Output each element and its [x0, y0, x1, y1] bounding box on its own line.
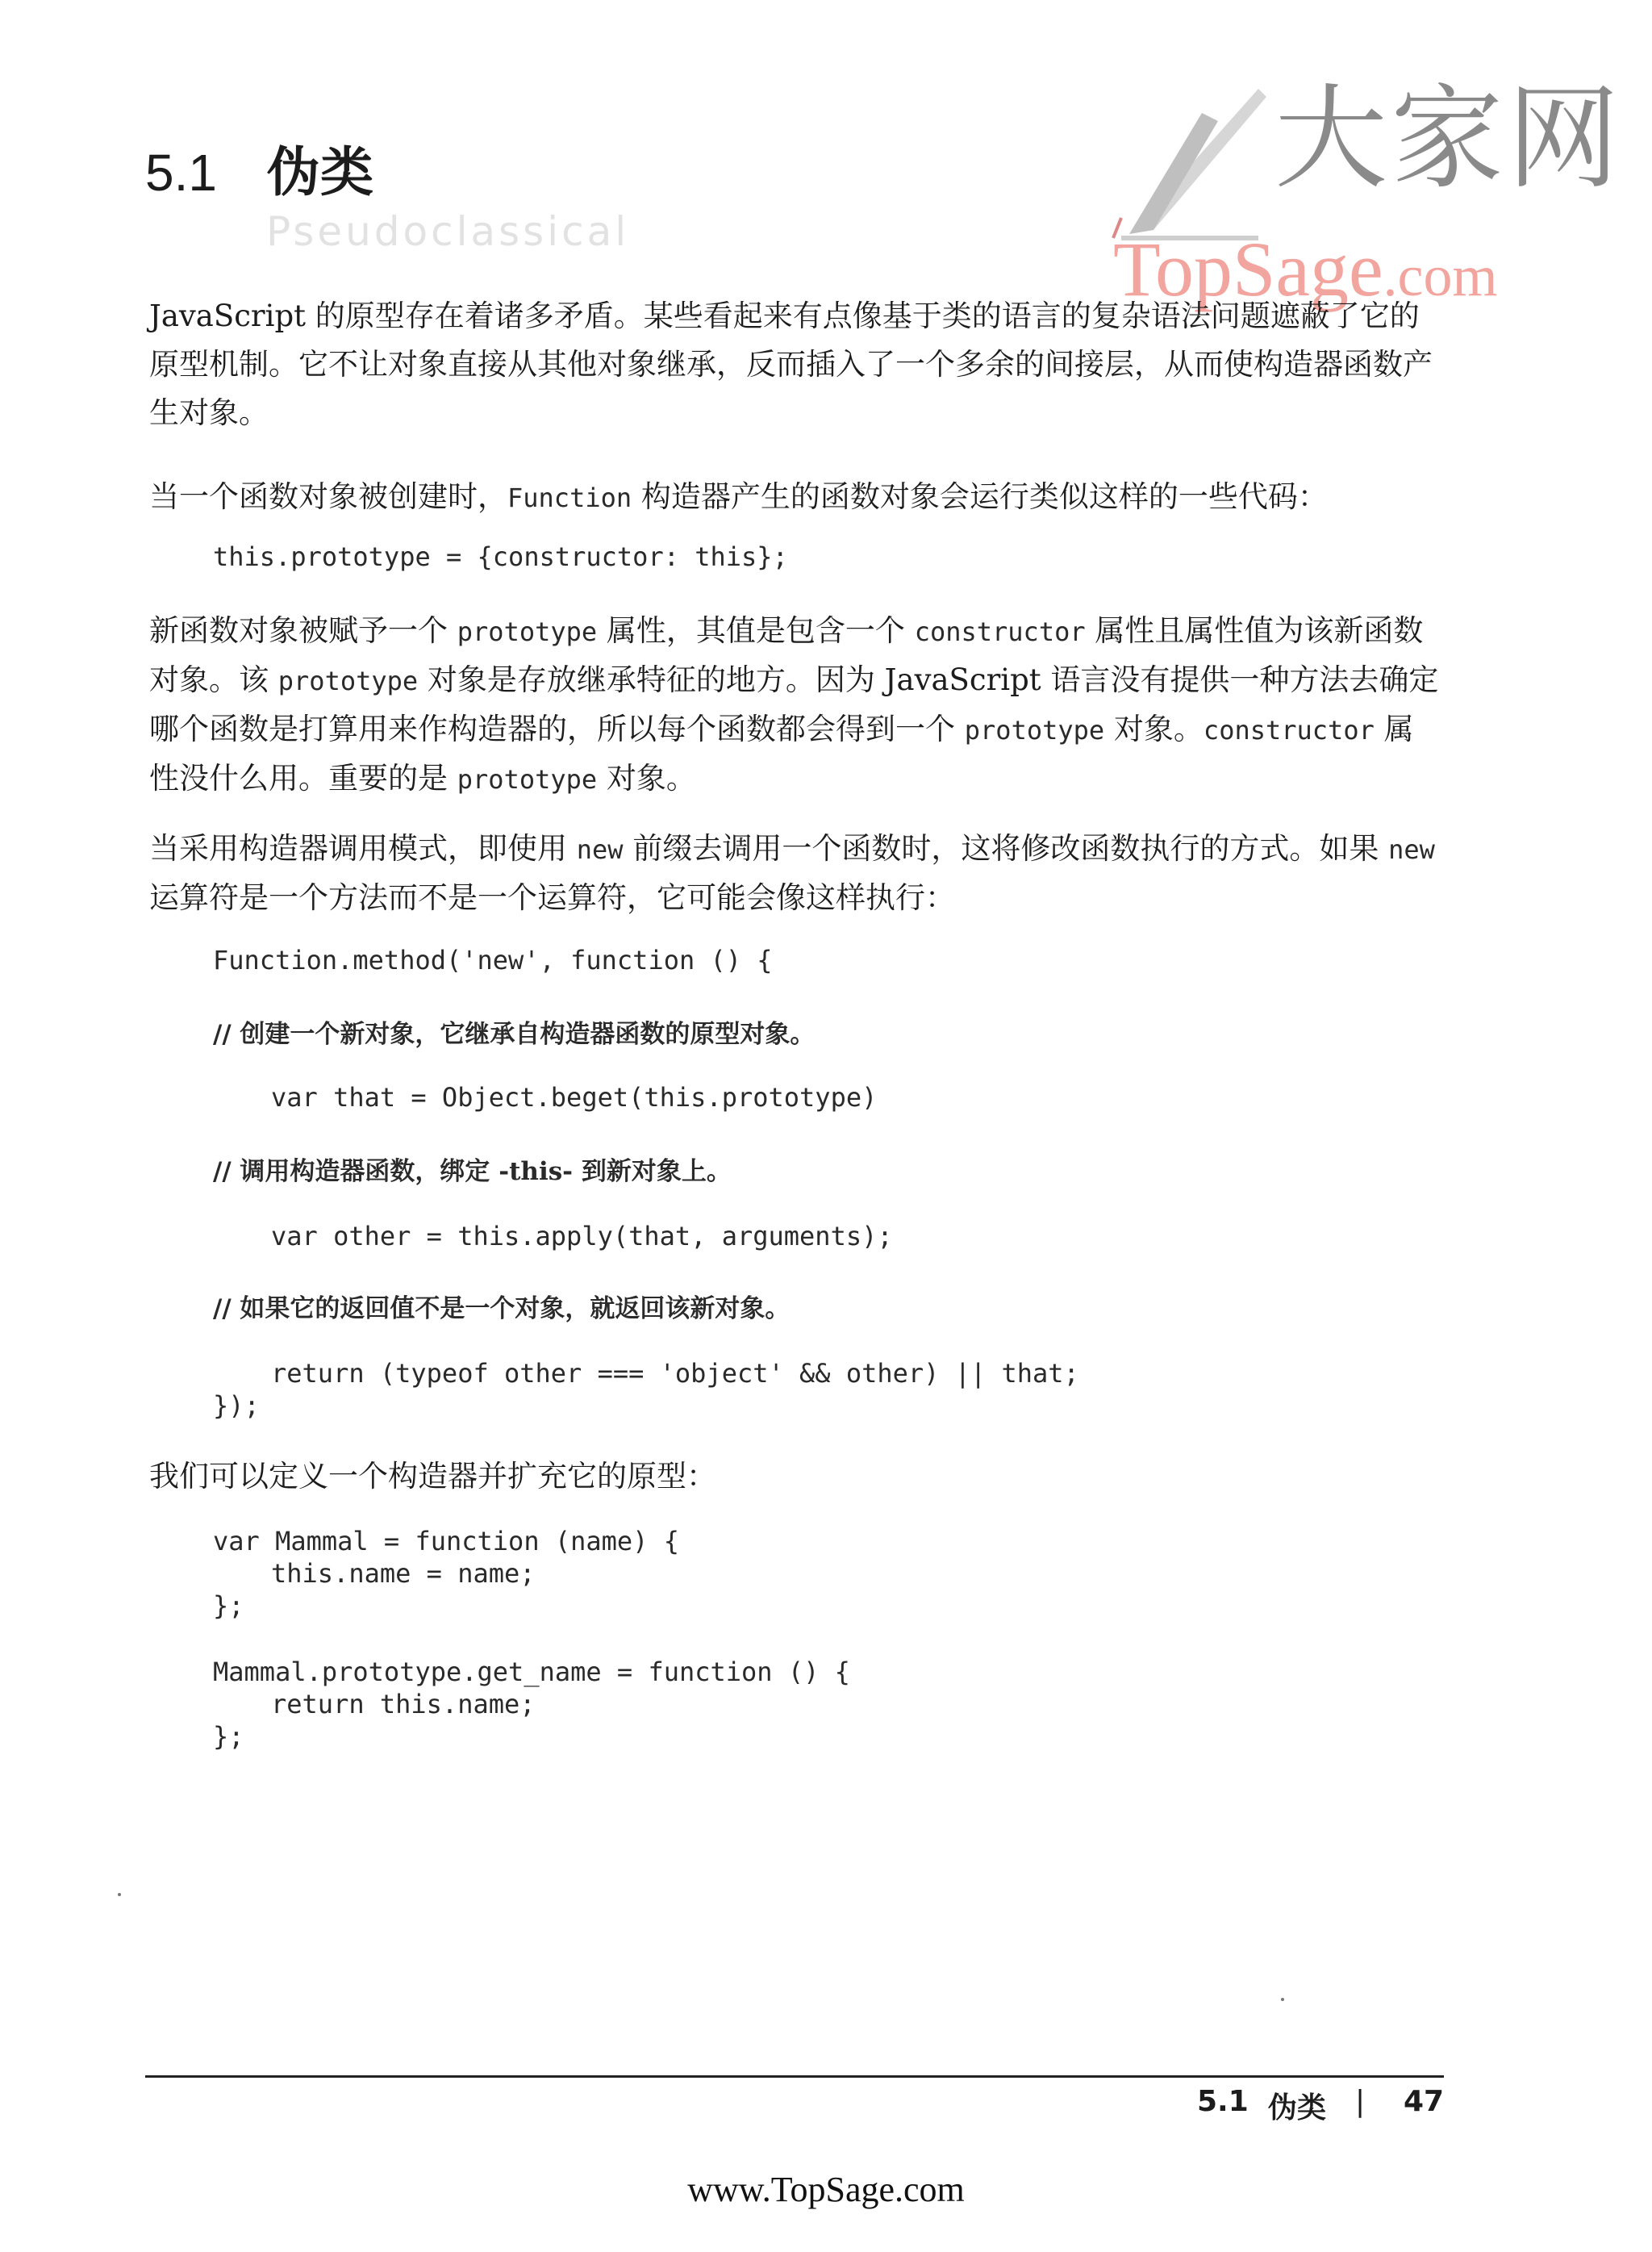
- p3-code-5: constructor: [1203, 715, 1375, 746]
- watermark-en-domain: .com: [1383, 244, 1498, 308]
- p3-code-3: prototype: [277, 666, 419, 696]
- code-comment-3: // 如果它的返回值不是一个对象，就返回该新对象。: [213, 1294, 791, 1323]
- p3-code-1: prototype: [457, 616, 598, 647]
- code-mammal-3: };: [213, 1590, 244, 1621]
- code-method-open: Function.method('new', function () {: [213, 945, 773, 976]
- p4-text-b: 前缀去调用一个函数时，这将修改函数执行的方式。如果: [623, 831, 1389, 866]
- p4-code-1: new: [576, 834, 624, 865]
- code-prototype-line: this.prototype = {constructor: this};: [213, 541, 788, 572]
- code-getname-2: return this.name;: [271, 1689, 536, 1719]
- p2-text-b: 构造器产生的函数对象会运行类似这样的一些代码：: [632, 479, 1328, 514]
- code-mammal-1: var Mammal = function (name) {: [213, 1526, 679, 1556]
- footer-rule: [145, 2075, 1444, 2078]
- section-title: 伪类: [266, 141, 373, 203]
- p3-text-c: 属性且属性值为该新函数对象。该: [149, 613, 1424, 697]
- p3-text-a: 新函数对象被赋予一个: [149, 613, 457, 648]
- p3-text-f: 属性没什么用。重要的是: [149, 712, 1414, 796]
- footer-separator: |: [1355, 2085, 1366, 2118]
- code-getname-3: };: [213, 1721, 244, 1752]
- paragraph-4: [149, 825, 1440, 922]
- paragraph-5: 我们可以定义一个构造器并扩充它的原型：: [149, 1459, 716, 1494]
- code-mammal-2: this.name = name;: [271, 1558, 536, 1589]
- section-heading: [145, 129, 373, 206]
- code-line-that: var that = Object.beget(this.prototype): [271, 1082, 878, 1113]
- p3-text-d: 对象是存放继承特征的地方。因为 JavaScript 语言没有提供一种方法去确定哪个函数是打算用来作构造器的，所以每个函数都会得到一个: [149, 662, 1439, 746]
- paragraph-3: [149, 607, 1440, 804]
- paragraph-2: [149, 473, 1440, 522]
- site-url: www.TopSage.com: [687, 2170, 965, 2209]
- code-getname-1: Mammal.prototype.get_name = function () {: [213, 1657, 850, 1687]
- footer-section-number: 5.1: [1197, 2085, 1249, 2118]
- watermark-logo-icon: [1097, 65, 1283, 250]
- code-comment-1: // 创建一个新对象，它继承自构造器函数的原型对象。: [213, 1020, 816, 1049]
- p2-code: Function: [507, 483, 632, 513]
- p4-code-2: new: [1388, 834, 1435, 865]
- watermark: [1097, 48, 1624, 315]
- scan-speck: [1281, 1998, 1284, 2001]
- code-comment-2: // 调用构造器函数，绑定 -this- 到新对象上。: [213, 1157, 732, 1186]
- p3-text-e: 对象。: [1104, 712, 1204, 746]
- section-subtitle-en: Pseudoclassical: [266, 208, 630, 255]
- p4-text-c: 运算符是一个方法而不是一个运算符，它可能会像这样执行：: [149, 880, 955, 915]
- p3-code-6: prototype: [457, 764, 598, 795]
- p3-text-g: 对象。: [597, 761, 696, 796]
- code-line-return: return (typeof other === 'object' && other) || that;: [271, 1358, 1079, 1389]
- code-method-close: });: [213, 1390, 260, 1421]
- page-number: 47: [1404, 2085, 1445, 2118]
- code-line-other: var other = this.apply(that, arguments);: [271, 1221, 893, 1251]
- p3-code-2: constructor: [914, 616, 1086, 647]
- scan-speck: [118, 1893, 121, 1896]
- section-number: 5.1: [145, 144, 217, 202]
- p2-text-a: 当一个函数对象被创建时，: [149, 479, 507, 514]
- watermark-en-name: TopSage: [1113, 226, 1383, 312]
- p4-text-a: 当采用构造器调用模式，即使用: [149, 831, 577, 866]
- paragraph-1: JavaScript 的原型存在着诸多矛盾。某些看起来有点像基于类的语言的复杂语法问题遮蔽了它的原型机制。它不让对象直接从其他对象继承，反而插入了一个多余的间接层，从而使构造器函数产生对象。: [149, 299, 1433, 430]
- p3-code-4: prototype: [964, 715, 1105, 746]
- watermark-cn: 大家网: [1274, 73, 1624, 205]
- p3-text-b: 属性，其值是包含一个: [597, 613, 915, 648]
- footer-section-title: 伪类: [1268, 2091, 1327, 2125]
